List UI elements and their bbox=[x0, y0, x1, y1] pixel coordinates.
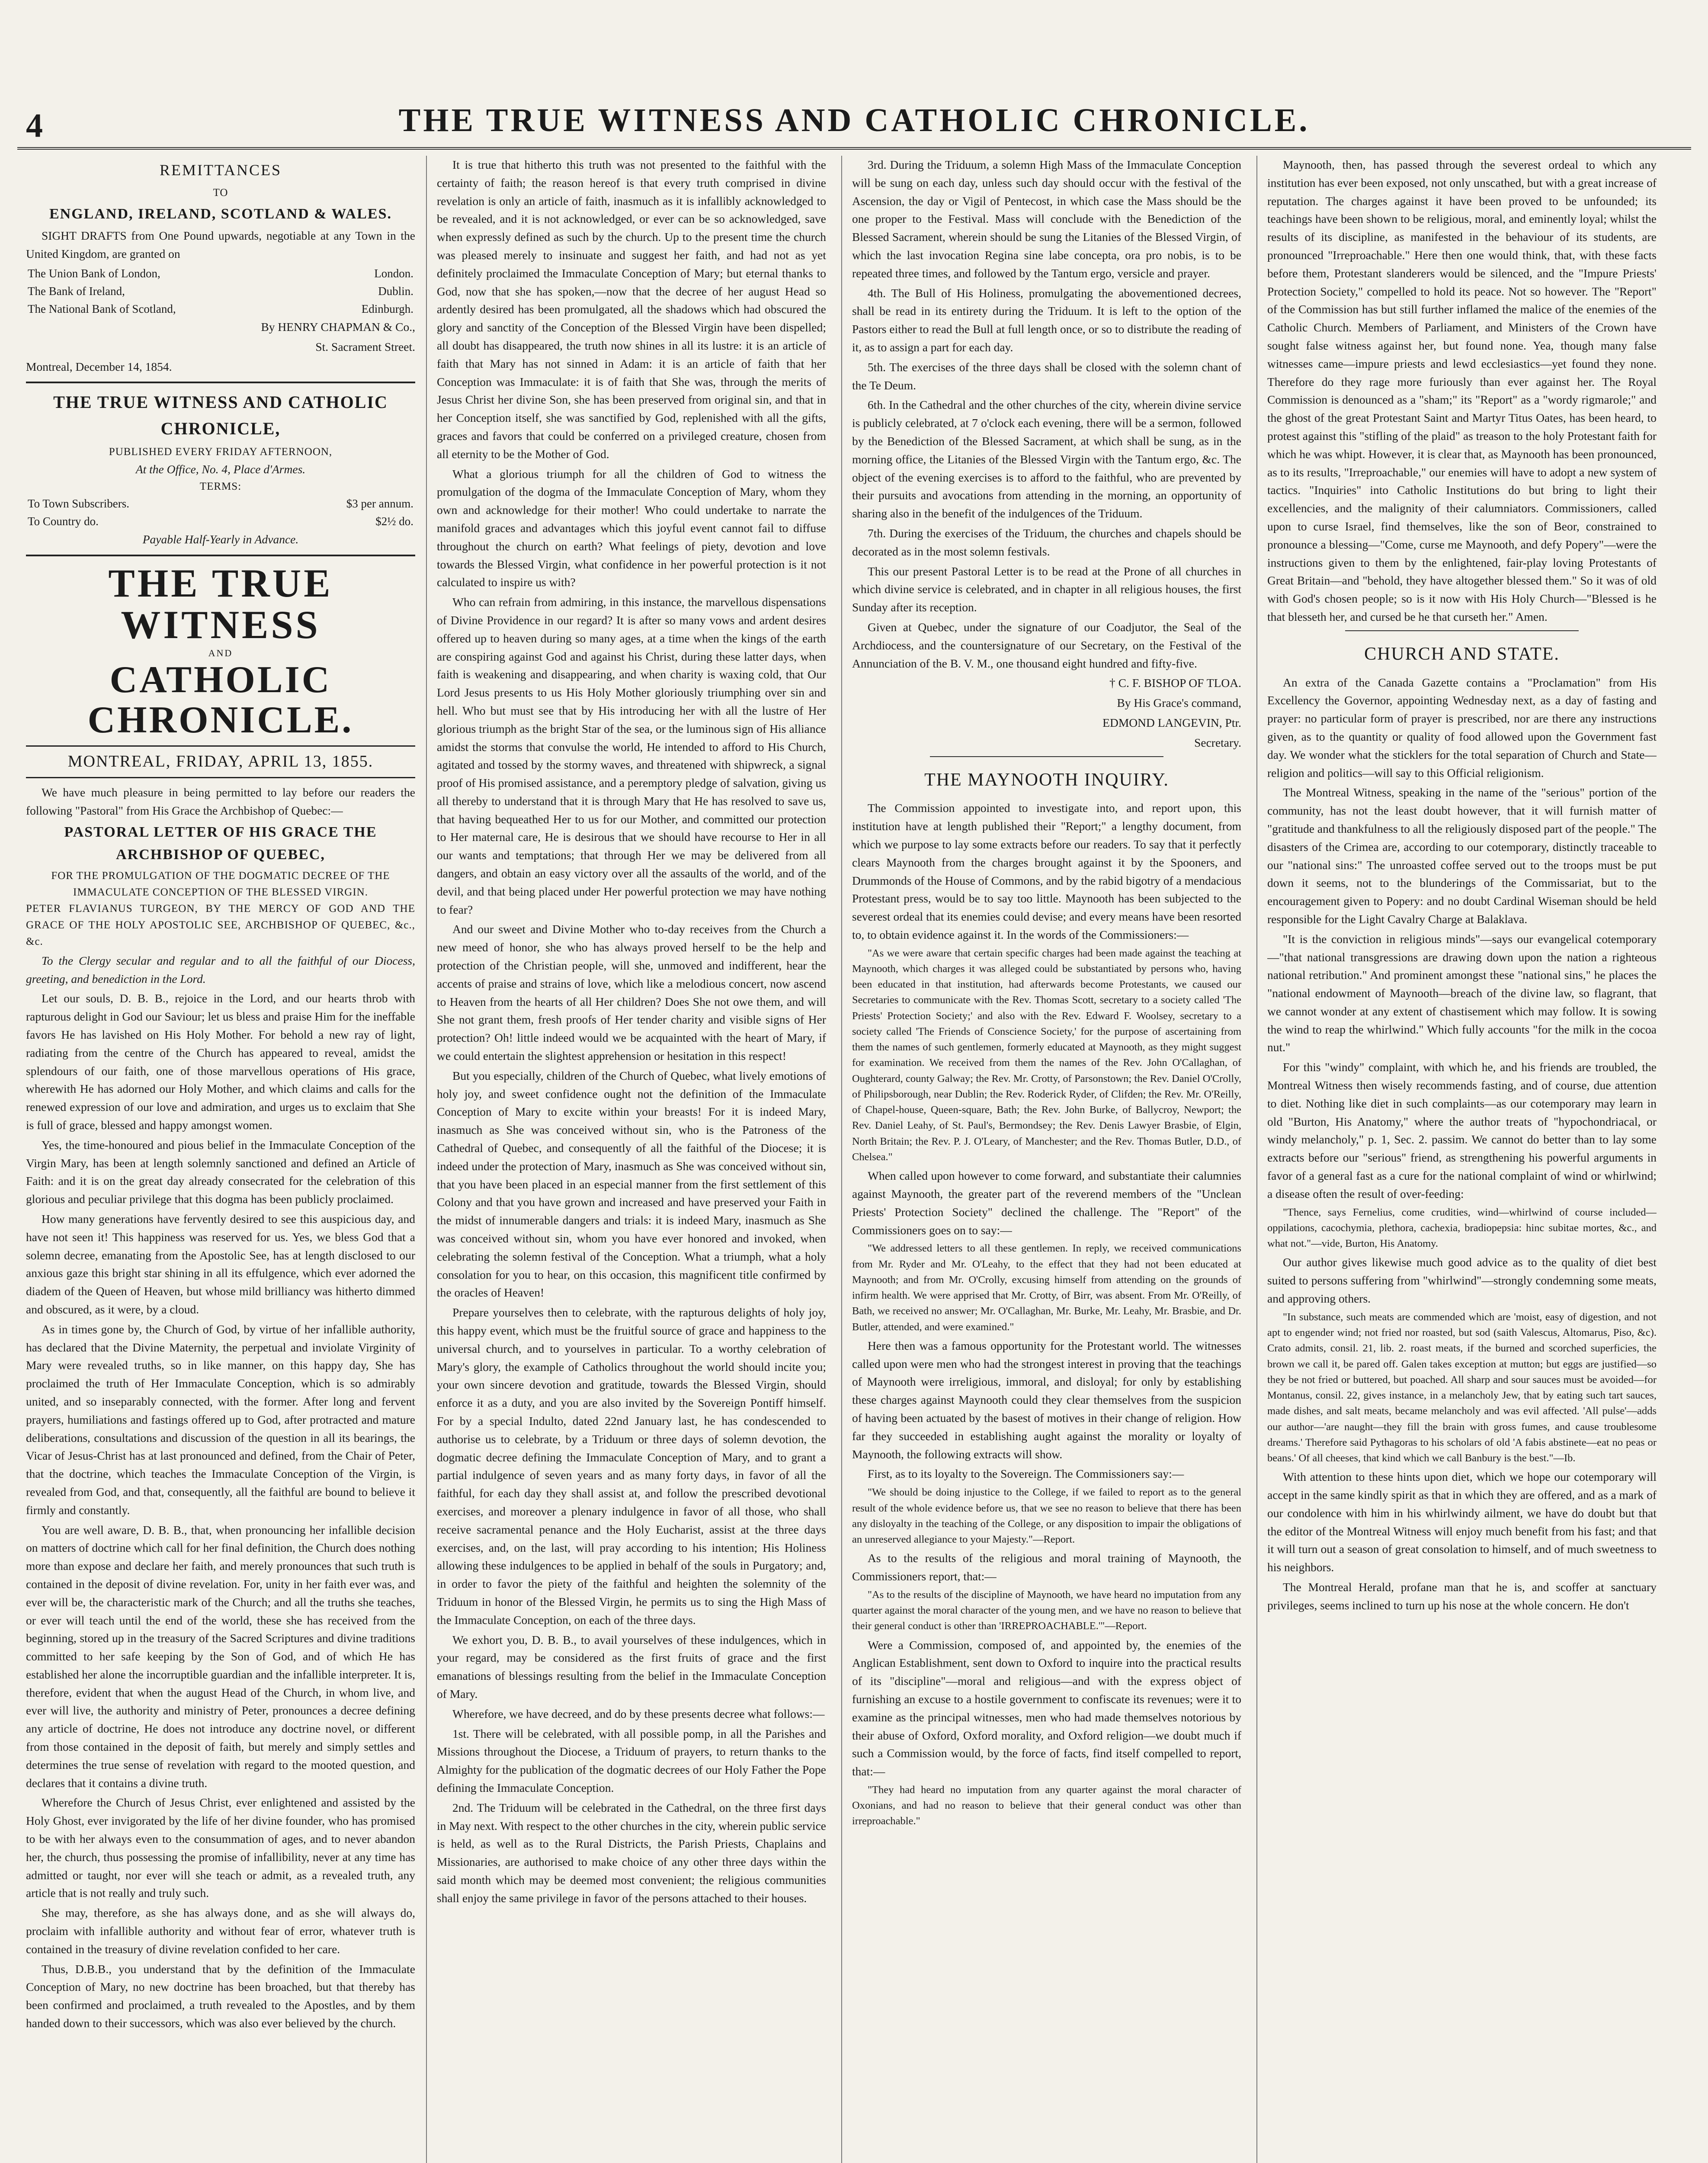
pastoral-author: PETER FLAVIANUS TURGEON, BY THE MERCY OF GOD AND THE GRACE OF THE HOLY APOSTOLIC SEE, ARCHBISHOP OF QUEBEC, &c., &c. bbox=[26, 902, 415, 947]
pastoral-paragraph: And our sweet and Divine Mother who to-day receives from the Church a new meed of honor, she who has always proved herself to be the help and protection of the Christian people, will she, unmoved and indifferent, hear the accents of praise and strains of love, which like a melodious concert, now ascend to Heaven from the hearts of all Her children? Does She not owe them, and will She not grant them, fresh proofs of Her tender charity and visible signs of Her protection? Oh! little indeed would we be acquainted with the heart of Mary, if we could entertain the slightest apprehension or hesitation in this respect! bbox=[437, 922, 826, 1063]
maynooth-paragraph: The Commission appointed to investigate into, and report upon, this institution have at length published their "Report;" a lengthy document, from which we purpose to lay some extracts before our readers. To say that it perfectly clears Maynooth from the charges brought against it by the Spooners, and Drummonds of the House of Commons, and by the rabid bigotry of a mendacious Protestant press, would be to say too little. Maynooth has been subjected to the severest ordeal that its enemies could devise; and every means have been resorted to, to obtain evidence against it. In the words of the Commissioners:— bbox=[852, 801, 1241, 941]
subscription-published: PUBLISHED EVERY FRIDAY AFTERNOON, bbox=[109, 446, 333, 458]
maynooth-paragraph: Here then was a famous opportunity for the Protestant world. The witnesses called upon were men who had the strongest interest in proving that the teachings of Maynooth were irreligious, immoral, and disloyal; for only by establishing these charges against Maynooth could they clear themselves from the suspicion of having been actuated by the basest of motives in their change of religion. How far they succeeded in establishing aught against the morality or loyalty of Maynooth, the following extracts will show. bbox=[852, 1338, 1241, 1461]
column-4 bbox=[1267, 156, 1657, 2163]
bank-name: The Bank of Ireland, bbox=[28, 285, 125, 298]
bank-row bbox=[26, 282, 415, 300]
pastoral-paragraph: 3rd. During the Triduum, a solemn High Mass of the Immaculate Conception will be sung on each day, unless such day should occur with the festival of the Ascension, the day or Vigil of Pentecost, in which case the Mass should be the one proper to the Festival. Mass will conclude with the Benediction of the Blessed Sacrament, wherein should be sung the Litanies of the Blessed Virgin, of which the last invocation Regina sine labe concepta, ora pro nobis, is to be repeated three times, and followed by the Tantum ergo, versicle and prayer. bbox=[852, 158, 1241, 280]
terms-payable: Payable Half-Yearly in Advance. bbox=[142, 532, 299, 546]
pastoral-paragraph: 2nd. The Triduum will be celebrated in the Cathedral, on the three first days in May next. With respect to the other churches in the city, wherein public service is held, as well as to the Rural Districts, the Parish Priests, Chaplains and Missionaries, are authorised to make choice of any other three days within the said month which may be deemed most convenient; the religious communities shall enjoy the same privilege in favor of the persons attached to their houses. bbox=[437, 1800, 826, 1905]
remittances-address: St. Sacrament Street. bbox=[315, 340, 415, 353]
church-state-paragraph: The Montreal Herald, profane man that he is, and scoffer at sanctuary privileges, seems inclined to turn up his nose at the whole concern. He don't bbox=[1267, 1580, 1657, 1612]
church-state-paragraph: "It is the conviction in religious minds"—says our evangelical cotemporary—"that national transgressions are drawing down upon the nation a righteous national retribution." And prominent amongst these "national sins," he places the "national endowment of Maynooth—breach of the divine law, so flagrant, that we cannot wonder at any extent of chastisement which may follow. It is sowing the wind to reap the whirlwind." Which fully accounts "for the milk in the cocoa nut." bbox=[1267, 932, 1657, 1054]
church-state-paragraph: Our author gives likewise much good advice as to the quality of diet best suited to persons suffering from "whirlwind"—strongly condemning some meats, and approving others. bbox=[1267, 1255, 1657, 1305]
pastoral-address: To the Clergy secular and regular and to all the faithful of our Diocess, greeting, and benediction in the Lord. bbox=[26, 953, 415, 985]
subscription-title: THE TRUE WITNESS AND CATHOLIC CHRONICLE, bbox=[53, 392, 388, 439]
column-3 bbox=[852, 156, 1241, 2163]
pastoral-paragraph: Let our souls, D. B. B., rejoice in the Lord, and our hearts throb with rapturous delight in God our Saviour; let us bless and praise Him for the ineffable favors He has lavished on His Holy Mother. For behold a new ray of light, radiating from the centre of the Church has appeared to reveal, amidst the splendours of our faith, one of those marvellous operations of His grace, wherewith He has adorned our Holy Mother, and which claims and calls for the renewed expression of our love and admiration, and urges us to exclaim that She is full of grace, blessed and happy amongst women. bbox=[26, 992, 415, 1132]
pastoral-paragraph: Yes, the time-honoured and pious belief in the Immaculate Conception of the Virgin Mary, has been at length solemnly sanctioned and defined an Article of Faith: and it is on the great day already consecrated for the celebration of this glorious and peculiar privilege that this dogma has been publicly proclaimed. bbox=[26, 1138, 415, 1206]
pastoral-paragraph: 5th. The exercises of the three days shall be closed with the solemn chant of the Te Deum. bbox=[852, 360, 1241, 392]
column-rule bbox=[426, 156, 427, 2163]
column-2 bbox=[437, 156, 826, 2163]
maynooth-quote: "We addressed letters to all these gentlemen. In reply, we received communications from Mr. Ryder and Mr. O'Leahy, to the effect that they had not been educated at Maynooth; and from Mr. O'Crolly, excusing himself from attending on the grounds of infirm health. We were apprised that Mr. Crotty, of Birr, was absent. From Mr. O'Reilly, of Bath, we received no answer; Mr. O'Callaghan, Mr. Burke, Mr. Leahy, Mr. Brasbie, and Dr. Butler, attended, and were examined." bbox=[852, 1242, 1241, 1333]
pastoral-paragraph: As in times gone by, the Church of God, by virtue of her infallible authority, has declared that the Divine Maternity, the perpetual and inviolate Virginity of Mary were revealed truths, so in like manner, on this happy day, She has proclaimed the truth of Her Immaculate Conception, which is so admirably united, and so inseparably connected, with the former. After long and fervent prayers, humiliations and fastings offered up to God, after protracted and mature deliberations, consultations and discussion of the question in all its bearings, the Vicar of Jesus-Christ has at last pronounced and defined, from the Chair of Peter, that the doctrine, which teaches the Immaculate Conception of the Virgin, is revealed from God, and that, consequently, all the faithful are bound to believe it firmly and constantly. bbox=[26, 1322, 415, 1517]
bank-row bbox=[26, 265, 415, 282]
pastoral-paragraph: 1st. There will be celebrated, with all possible pomp, in all the Parishes and Missions throughout the Diocese, a Triduum of prayers, to return thanks to the Almighty for the publication of the dogmatic decrees of our Holy Father the Pope defining the Immaculate Conception. bbox=[437, 1727, 826, 1794]
maynooth-quote: "We should be doing injustice to the College, if we failed to report as to the general result of the whole evidence before us, that we see no reason to believe that there has been any disloyalty in the teaching of the College, or any disposition to impair the obligations of an unreserved allegiance to your Majesty."—Report. bbox=[852, 1486, 1241, 1546]
terms-row bbox=[26, 495, 415, 513]
remittances-title: REMITTANCES bbox=[159, 161, 282, 179]
maynooth-paragraph: Maynooth, then, has passed through the severest ordeal to which any institution has ever been exposed, not only unscathed, but with a great increase of reputation. The charges against it have been proved to be unfounded; its teachings have been shown to be religious, moral, and eminently loyal; whilst the results of its discipline, as manifested in the behaviour of its students, are pronounced "Irreproachable." Here then one would think, that, with these facts before them, Protestant slanderers would be silenced, and the "Impure Priests' Protection Society," compelled to hold its peace. Not so however. The "Report" of the Commission has but still further inflamed the malice of the enemies of the Catholic Church. Members of Parliament, and Ministers of the Crown have sought false witness against her, but found none. Yea, though many false witnesses came—impure priests and lewd ecclesiastics—yet found they none. Therefore do they rage more furiously than ever against her. The Royal Commission is denounced as a "sham;" its "Report" as a "wordy rigmarole;" and the ghost of the great Protestant Saint and Martyr Titus Oates, has been heard, to protest against this "stifling of the plaid" as treason to the holy Protestant faith for which he was whipt. However, it is clear that, as Maynooth has been pronounced, as to its results, "Irreproachable," our enemies will have to adopt a new system of tactics. "Inquiries" into Catholic Institutions do but bring to light their excellencies, and the malignity of their calumniators. Commissioners, called upon to curse Israel, find themselves, like the son of Beor, constrained to pronounce a blessing—"Come, curse me Maynooth, and defy Popery"—were the instructions given to them by the enlightened, fair-play loving Protestants of Great Britain—and "behold, they have altogether blessed them." So it was of old with God's chosen people; so is it now with His Holy Church—"Blessed is he that blesseth her, and cursed be he that curseth her." Amen. bbox=[1267, 158, 1657, 623]
section-divider bbox=[26, 382, 415, 383]
pastoral-paragraph: You are well aware, D. B. B., that, when pronouncing her infallible decision on matters of doctrine which call for her final definition, the Church does nothing more than expose and declare her faith, and merely pronounces that such truth is contained in the deposit of divine revelation. For, unity in her faith ever was, and ever will be, the characteristic mark of the Church; and all the truths she teaches, or ever will teach until the end of the world, these she has received from the beginning, stored up in the treasury of the Sacred Scriptures and divine traditions committed to her safe keeping by the Son of God, and of which He has established her alone the incorruptible guardian and the infallible interpreter. It is, therefore, evident that when the august Head of the Church, in whom live, and ever will live, the authority and ministry of Peter, pronounces a decree defining any article of doctrine, He does not introduce any doctrine novel, or different from those contained in the deposit of faith, but merely and simply settles and determines the true sense of revelation with regard to the mooted question, and declares that it contains a divine truth. bbox=[26, 1523, 415, 1790]
pastoral-paragraph: Wherefore the Church of Jesus Christ, ever enlightened and assisted by the Holy Ghost, ever invigorated by the life of her divine founder, who has promised to be with her always even to the consummation of ages, and to never abandon her, the church, thus possessing the promise of infallibility, never at any time has admitted or taught, nor ever will she teach or admit, as a revealed truth, any article that is not really and truly such. bbox=[26, 1796, 415, 1900]
church-state-paragraph: With attention to these hints upon diet, which we hope our cotemporary will accept in the same kindly spirit as that in which they are offered, and as a mark of our condolence with him in his whirlwindy ailment, we have do doubt but that the editor of the Montreal Witness will enjoy much benefit from his fast; and that it will turn out a season of great consolation to himself, and of much sweetness to his neighbors. bbox=[1267, 1470, 1657, 1574]
remittances-countries: ENGLAND, IRELAND, SCOTLAND & WALES. bbox=[49, 205, 392, 222]
page-number: 4 bbox=[26, 106, 43, 144]
terms-country-label: To Country do. bbox=[28, 514, 99, 528]
pastoral-paragraph: Prepare yourselves then to celebrate, with the rapturous delights of holy joy, this happy event, which must be the fruitful source of grace and happiness to the universal church, and to yourselves in particular. To a worthy celebration of Mary's glory, the example of Catholics throughout the world should incite you; your own sincere devotion and gratitude, towards the Blessed Virgin, should enforce it as a duty, and you are also invited by the Sovereign Pontiff himself. For by a special Indulto, dated 22nd January last, he has condescended to authorise us to celebrate, by a Triduum or three days of solemn devotion, the dogmatic decree defining the Immaculate Conception of Mary, and to grant a partial indulgence of seven years and as many forty days, in favor of all the faithful, for each day they shall assist at, and follow the prescribed devotional exercises, and moreover a plenary indulgence in favor of all those, who shall receive sacramental penance and the Holy Eucharist, assist at the three days exercises, and, on the last, will pray according to his intention; His Holiness allowing these indulgences to be applied in behalf of the souls in Purgatory; and, in order to favor the piety of the faithful and heighten the solemnity of the Triduum in honor of the Blessed Virgin, he permits us to sing the High Mass of the Immaculate Conception, on each of the three days. bbox=[437, 1306, 826, 1627]
maynooth-heading: THE MAYNOOTH INQUIRY. bbox=[924, 770, 1169, 790]
church-state-paragraph: An extra of the Canada Gazette contains a "Proclamation" from His Excellency the Governor, appointing Wednesday next, as a day of fasting and prayer: no particular form of prayer is prescribed, nor are there any instructions given, as to the quantity or quality of food allowed upon the Government fast day. We wonder what the sticklers for the total separation of Church and State—religion and politics—will say to this Official religionism. bbox=[1267, 675, 1657, 780]
terms-town-price: $3 per annum. bbox=[346, 497, 413, 510]
remittances-to: TO bbox=[213, 186, 228, 199]
remittances-agent bbox=[26, 318, 415, 336]
pastoral-by-command: By His Grace's command, bbox=[1117, 696, 1241, 710]
banks-table bbox=[26, 265, 415, 318]
church-state-quote: "In substance, such meats are commended which are 'moist, easy of digestion, and not apt to engender wind; not fried nor roasted, but sod (saith Valescus, Altomarus, Piso, &c). Crato admits, consil. 21, lib. 2. roast meats, if the burned and scorched superficies, the brown we call it, be pared off. Galen takes exception at mutton; but eggs are justified—so they be not fried or buttered, but poached. All sharp and sour sauces must be avoided—for Montanus, consil. 22, gives instance, in a melancholy Jew, that by eating such tart sauces, made dishes, and salt meats, became melancholy and was evil affected. 'All pulse'—adds our author—'are naught—they fill the brain with gross fumes, and cause troublesome dreams.' Therefore said Pythagoras to his scholars of old 'A fabis abstinete—eat no peas or beans.' Of all cheeses, that kind which we call Banbury is the best."—Ib. bbox=[1267, 1311, 1657, 1464]
running-title: THE TRUE WITNESS AND CATHOLIC CHRONICLE. bbox=[398, 102, 1310, 138]
terms-town-label: To Town Subscribers. bbox=[28, 497, 129, 510]
pastoral-subheading: FOR THE PROMULGATION OF THE DOGMATIC DECREE OF THE IMMACULATE CONCEPTION OF THE BLESSED VIRGIN. bbox=[51, 870, 390, 898]
terms-country-price: $2½ do. bbox=[375, 514, 413, 528]
column-1 bbox=[26, 156, 415, 2163]
church-state-paragraph: The Montreal Witness, speaking in the name of the "serious" portion of the community, has not the least doubt however, that it will furnish matter of "gratitude and thankfulness to all the religiously disposed part of the people." The disasters of the Crimea are, according to our cotemporary, distinctly traceable to our "national sins:" The unroasted coffee served out to the troops must be put down it seems, not to the blunderings of the Commissariat, but to the encouragement given to Popery: and no doubt Cardinal Wiseman should be held responsible for the Light Cavalry Charge at Balaklava. bbox=[1267, 786, 1657, 926]
nameplate-line2: CATHOLIC CHRONICLE. bbox=[87, 659, 354, 741]
pastoral-paragraph: How many generations have fervently desired to see this auspicious day, and have not seen it! This happiness was reserved for us. Yes, we bless God that a solemn decree, emanating from the Apostolic See, has at length disclosed to our anxious gaze this bright star shining in all its effulgence, which ever adorned the diadem of the Queen of Heaven, but whose mild brilliancy was hitherto dimmed and obscured, as it were, by a cloud. bbox=[26, 1212, 415, 1316]
bank-row bbox=[26, 300, 415, 318]
bank-city: Dublin. bbox=[378, 285, 413, 298]
section-divider bbox=[1345, 630, 1579, 631]
terms-label: TERMS: bbox=[199, 480, 242, 492]
pastoral-paragraph: Wherefore, we have decreed, and do by these presents decree what follows:— bbox=[452, 1707, 825, 1720]
pastoral-paragraph: 7th. During the exercises of the Triduum, the churches and chapels should be decorated as in the most solemn festivals. bbox=[852, 526, 1241, 558]
pastoral-secretary-title: Secretary. bbox=[1194, 735, 1241, 749]
terms-table bbox=[26, 495, 415, 530]
maynooth-paragraph: When called upon however to come forward, and substantiate their calumnies against Maynooth, the greater part of the reverend members of the "Unclean Priests' Protection Society" declined the challenge. The "Report" of the Commissioners goes on to say:— bbox=[852, 1169, 1241, 1237]
church-state-quote: "Thence, says Fernelius, come crudities, wind—whirlwind of course included—oppilations, cacochymia, plethora, cachexia, bradiopepsia: hinc subitae mortes, &c., and what not."—vide, Burton, His Anatomy. bbox=[1267, 1206, 1657, 1250]
nameplate-line1: THE TRUE WITNESS bbox=[108, 561, 333, 647]
pastoral-paragraph: It is true that hitherto this truth was not presented to the faithful with the certainty of faith; the reason hereof is that every truth comprised in divine revelation is only an article of faith, inasmuch as it is infallibly acknowledged to be revealed, and it is not acknowledged, or ever can be so acknowledged, save when expressly defined as such by the church. Up to the present time the church was pleased merely to insinuate and suggest her faith, and had not as yet definitely proclaimed the Immaculate Conception of Mary; but eternal thanks to God, now that she has spoken,—now that the decree of her august Head so ardently desired has been promulgated, all the shadows which had obscured the glory and sanctity of the Conception of the Blessed Virgin have been dispelled; all doubt has disappeared, the truth now shines in all its lustre: it is an article of faith that Mary has not sinned in Adam: it is an article of faith that her Conception was Immaculate: it is of faith that She was, through the merits of Jesus Christ her divine Son, she has been preserved from original sin, and that in her Conception itself, she was sanctified by God, replenished with all the gifts, graces and favors that could be conferred on a privileged creature, chosen from all eternity to be the Mother of God. bbox=[437, 158, 826, 461]
pastoral-signature: † C. F. BISHOP OF TLOA. bbox=[1109, 676, 1241, 690]
maynooth-quote: "As we were aware that certain specific charges had been made against the teaching at Maynooth, which charges it was alleged could be substantiated by persons who, having been educated in that institution, had afterwards become Protestants, we caused our Secretaries to communicate with the Rev. Thomas Scott, secretary to a society called 'The Priests' Protection Society;' and also with the Rev. Edward F. Woolsey, secretary to a society called 'The Friends of Conscience Society,' for the purpose of ascertaining from them the names of such gentlemen, formerly educated at Maynooth, as they might suggest for examination. We received from them the names of the Rev. John O'Callaghan, of Oughterard, county Galway; the Rev. Mr. Crotty, of Parsonstown; the Rev. Daniel O'Crolly, of Philipsborough, near Dublin; the Rev. Roderick Ryder, of Clifden; the Rev. Mr. O'Reilly, of Chapel-house, Queen-square, Bath; the Rev. John Burke, of Ballycroy, Newport; the Rev. Daniel Leahy, of St. Paul's, Bermondsey; the Rev. Denis Lawyer Brasbie, of Elgin, North Britain; the Rev. P. J. O'Leary, of Manchester; and the Rev. Thomas Butler, D.D., of Chelsea." bbox=[852, 947, 1241, 1163]
pastoral-paragraph: What a glorious triumph for all the children of God to witness the promulgation of the dogma of the Immaculate Conception of Mary, whom they own and acknowledge for their mother! Who could undertake to narrate the manifold graces and advantages which this joyful event cannot fail to diffuse throughout the church on earth? What feelings of piety, devotion and love towards the Blessed Virgin, what confidence in her powerful protection is it not calculated to inspire us with? bbox=[437, 467, 826, 589]
pastoral-paragraph: She may, therefore, as she has always done, and as she will always do, proclaim with infallible authority and without fear of error, whatever truth is contained in the treasury of divine revelation confided to her care. bbox=[26, 1906, 415, 1956]
church-state-paragraph: For this "windy" complaint, with which he, and his friends are troubled, the Montreal Witness then wisely recommends fasting, and of course, due attention to diet. Nothing like diet in such complaints—as our cotemporary may learn in old "Burton, His Anatomy," where the author treats of "hypochondriacal, or windy melancholy," p. 1, Sec. 2. passim. We cannot do better than to lay some extracts before our "serious" friend, as strengthening his powerful arguments in favor of a general fast as a cure for the national complaint of wind or whirlwind; a disease often the result of over-feeding: bbox=[1267, 1060, 1657, 1200]
pastoral-paragraph: Who can refrain from admiring, in this instance, the marvellous dispensations of Divine Providence in our regard? It is after so many vows and ardent desires offered up to heaven during so many ages, at a time when the kings of the earth are conspiring against God and against his Christ, during these latter days, when faith is weakening and disappearing, and when charity is waxing cold, that Our Lord Jesus presents to us His Holy Mother gloriously triumphing over sin and hell. Who but must see that by His introducing her with all the lustre of Her glorious triumph as the bright Star of the sea, or the luminous sign of His alliance amidst the storms that convulse the world, He intended to afford to His Church, agitated and tossed by the stormy waves, and threatened with shipwreck, a signal proof of His promised assistance, and a peremptory pledge of salvation, giving us all thereby to understand that it is through Mary that He has resolved to save us, that having bequeathed Her to us for our Mother, and committed our protection to Her maternal care, He is desirous that we should have recourse to Her in all our wants and temptations; that through Her we may be delivered from all dangers, and obtain an easy victory over all the assaults of the world, and of the devil, and that being placed under Her powerful protection we may have nothing to fear? bbox=[437, 595, 826, 916]
subscription-office: At the Office, No. 4, Place d'Armes. bbox=[135, 462, 306, 476]
pastoral-paragraph: 6th. In the Cathedral and the other churches of the city, wherein divine service is publicly celebrated, at 7 o'clock each evening, there will be a sermon, followed by the Benediction of the Blessed Sacrament, at which shall be sung, as in the morning office, the Litanies of the Blessed Virgin with the Tantum ergo, &c. The object of the evening exercises is to afford to the faithful, who are prevented by their pursuits and avocations from attending in the morning, an opportunity of sharing also in the benefit of the indulgences of the Triduum. bbox=[852, 398, 1241, 520]
pastoral-intro: We have much pleasure in being permitted to lay before our readers the following "Pastoral" from His Grace the Archbishop of Quebec:— bbox=[26, 785, 415, 817]
bank-name: The National Bank of Scotland, bbox=[28, 302, 176, 316]
pastoral-paragraph: This our present Pastoral Letter is to be read at the Prone of all churches in which divine service is celebrated, and in chapter in all religious houses, the first Sunday after its reception. bbox=[852, 564, 1241, 614]
remittances-body: SIGHT DRAFTS from One Pound upwards, negotiable at any Town in the United Kingdom, are granted on bbox=[26, 229, 415, 261]
issue-dateline: MONTREAL, FRIDAY, APRIL 13, 1855. bbox=[26, 745, 415, 778]
pastoral-secretary-name: EDMOND LANGEVIN, Ptr. bbox=[1102, 716, 1241, 729]
maynooth-quote: "They had heard no imputation from any quarter against the moral character of Oxonians, and had no reason to believe that their general conduct was other than irreproachable." bbox=[852, 1784, 1241, 1827]
pastoral-paragraph: Given at Quebec, under the signature of our Coadjutor, the Seal of the Archdiocess, and the countersignature of our Secretary, on the Festival of the Annunciation of the B. V. M., one thousand eight hundred and fifty-five. bbox=[852, 620, 1241, 670]
pastoral-heading: PASTORAL LETTER OF HIS GRACE THE ARCHBISHOP OF QUEBEC, bbox=[64, 824, 377, 863]
church-state-heading: CHURCH AND STATE. bbox=[1364, 644, 1560, 664]
section-divider bbox=[930, 756, 1163, 757]
remittances-by: By bbox=[261, 320, 275, 334]
column-rule bbox=[841, 156, 842, 2163]
bank-name: The Union Bank of London, bbox=[28, 266, 160, 280]
section-divider bbox=[26, 555, 415, 556]
terms-row bbox=[26, 513, 415, 530]
maynooth-paragraph: First, as to its loyalty to the Sovereign. The Commissioners say:— bbox=[868, 1467, 1184, 1481]
column-rule bbox=[1256, 156, 1257, 2163]
maynooth-paragraph: Were a Commission, composed of, and appointed by, the enemies of the Anglican Establishment, sent down to Oxford to inquire into the practical results of its "discipline"—moral and religious—and with the express object of furnishing an excuse to a hostile government to confiscate its revenues; were it to examine as the principal witnesses, men who had made themselves notorious by their abuse of Oxford, Oxford morality, and Oxford religion—we doubt much if such a Commission would, by the force of facts, find itself compelled to report, that:— bbox=[852, 1638, 1241, 1778]
nameplate-and: AND bbox=[208, 647, 233, 658]
remittances-dateline: Montreal, December 14, 1854. bbox=[26, 359, 172, 373]
pastoral-paragraph: But you especially, children of the Church of Quebec, what lively emotions of holy joy, and sweet confidence ought not the definition of the Immaculate Conception of Mary to excite within your breasts! For it is indeed Mary, inasmuch as She was conceived without sin, who is the Patroness of the Cathedral of Quebec, and consequently of all the faithful of the Diocese; it is indeed under the protection of Mary, inasmuch as She was conceived without sin, that you have been placed in an especial manner from the first settlement of this Colony and that you have grown and increased and have preserved your Faith in the midst of innumerable dangers and trials: it is indeed Mary, inasmuch as She was conceived without sin, whom you have ever honored and invoked, when celebrating the solemn festival of the Conception. What a triumph, what a holy consolation for you to hear, on this occasion, this magnificent title confirmed by the oracles of Heaven! bbox=[437, 1069, 826, 1300]
bank-city: London. bbox=[374, 266, 413, 280]
agent-name: HENRY CHAPMAN & Co., bbox=[278, 320, 415, 334]
maynooth-paragraph: As to the results of the religious and moral training of Maynooth, the Commissioners report, that:— bbox=[852, 1551, 1241, 1583]
bank-city: Edinburgh. bbox=[361, 302, 413, 316]
pastoral-paragraph: We exhort you, D. B. B., to avail yourselves of these indulgences, which in your regard, may be considered as the first fruits of grace and the first emanations of blessings resulting from the belief in the Immaculate Conception of Mary. bbox=[437, 1633, 826, 1701]
masthead bbox=[17, 82, 1691, 150]
maynooth-quote: "As to the results of the discipline of Maynooth, we have heard no imputation from any quarter against the moral character of the young men, and we have no reason to believe that their general conduct is other than 'IRREPROACHABLE.'"—Report. bbox=[852, 1589, 1241, 1632]
pastoral-paragraph: 4th. The Bull of His Holiness, promulgating the abovementioned decrees, shall be read in its entirety during the Triduum. It is left to the option of the Pastors either to read the Bull at full length once, or so to distribute the reading of it, as to assign a part for each day. bbox=[852, 286, 1241, 354]
pastoral-paragraph: Thus, D.B.B., you understand that by the definition of the Immaculate Conception of Mary, no new doctrine has been broached, but that thereby has been confirmed and proclaimed, a truth revealed to the Apostles, and by them handed down to their successors, which was also ever believed by the church. bbox=[26, 1962, 415, 2030]
